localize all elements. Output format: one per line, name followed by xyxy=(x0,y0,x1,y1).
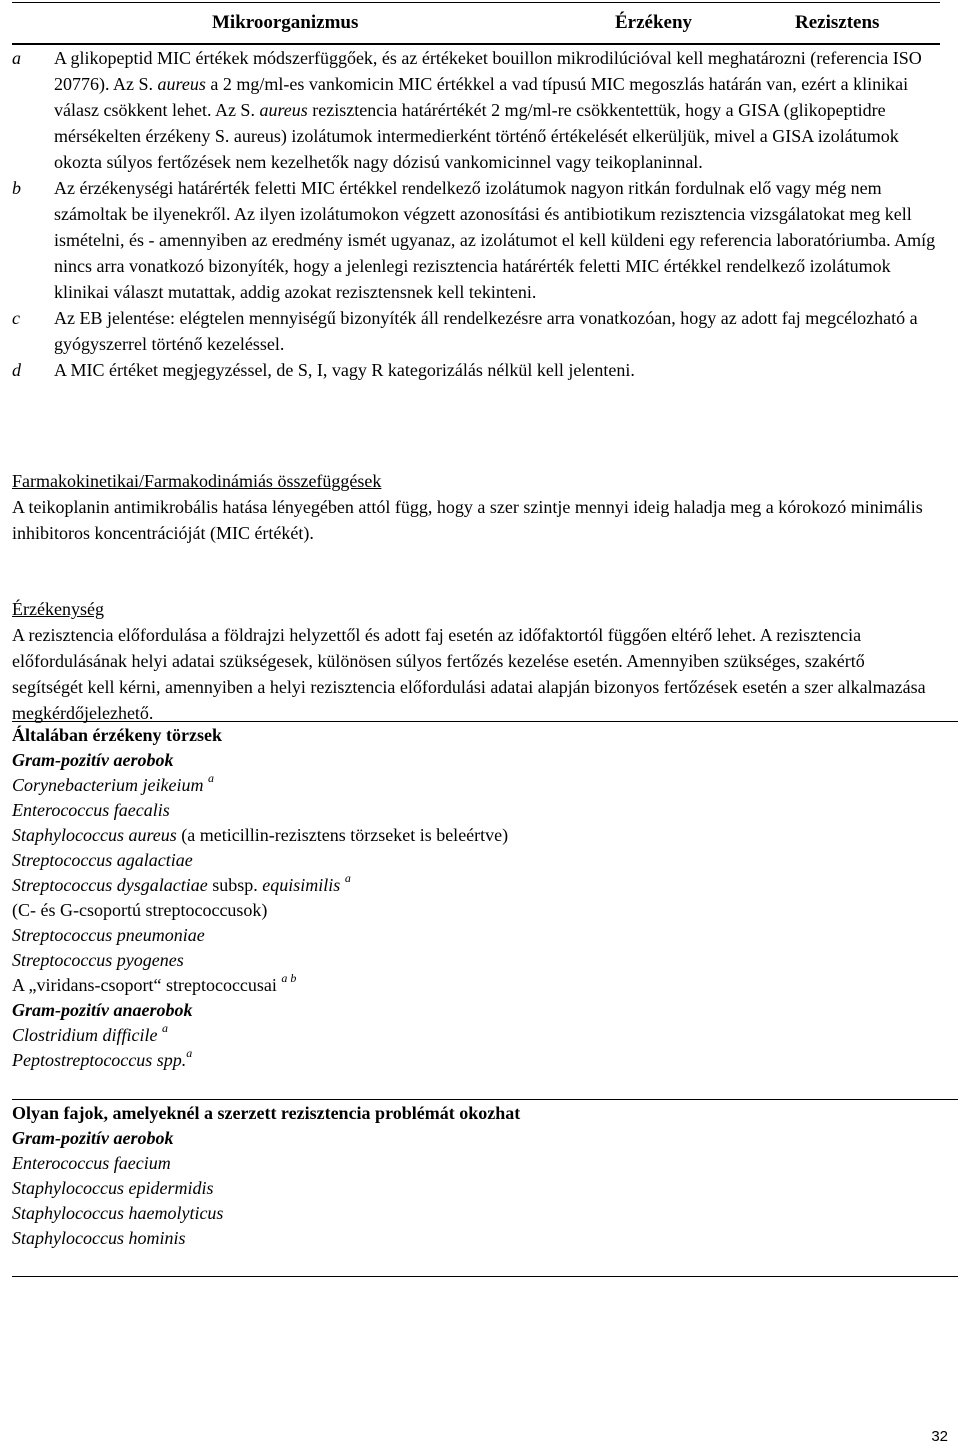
divider xyxy=(12,1099,958,1100)
footnote-a-italic2: aureus xyxy=(259,100,308,120)
species-note: (a meticillin-rezisztens törzseket is beleértve) xyxy=(176,825,509,845)
pkpd-title: Farmakokinetikai/Farmakodinámiás összefüggések xyxy=(12,471,382,491)
sensitivity-title: Érzékenység xyxy=(12,599,104,619)
resistance-list xyxy=(12,1101,940,1251)
footnote-b xyxy=(12,175,940,305)
footnote-ref: a xyxy=(207,771,214,785)
group-heading: Gram-pozitív anaerobok xyxy=(12,1000,193,1020)
list-item: Enterococcus faecium xyxy=(12,1153,171,1173)
species-name: Clostridium difficile xyxy=(12,1025,158,1045)
list-item: Streptococcus agalactiae xyxy=(12,850,193,870)
list-item xyxy=(12,873,940,898)
footnote-ref: a xyxy=(186,1046,193,1060)
list-item xyxy=(12,973,940,998)
footnote-a-italic1: aureus xyxy=(157,74,206,94)
footnote-c xyxy=(12,305,940,357)
group-heading: Gram-pozitív aerobok xyxy=(12,750,174,770)
footnotes xyxy=(12,45,940,383)
resistance-title: Olyan fajok, amelyeknél a szerzett rezisztencia problémát okozhat xyxy=(12,1103,521,1123)
divider xyxy=(12,721,958,722)
group-heading: Gram-pozitív aerobok xyxy=(12,1128,174,1148)
footnote-text: Az EB jelentése: elégtelen mennyiségű bizonyíték áll rendelkezésre arra vonatkozóan, hogy az adott faj megcélozható a gyógyszerrel történő kezeléssel. xyxy=(54,308,918,354)
footnote-ref: a xyxy=(162,1021,169,1035)
footnote-text: A MIC értéket megjegyzéssel, de S, I, vagy R kategorizálás nélkül kell jelenteni. xyxy=(54,360,635,380)
footnote-a-part2: a 2 mg/ml-es vankomicin MIC értékkel a vad típusú MIC megoszlás határán van, ezért a klinikai válasz csökkent lehet. Az S. xyxy=(54,74,909,120)
list-item xyxy=(12,1023,940,1048)
susceptible-title: Általában érzékeny törzsek xyxy=(12,725,222,745)
footnote-ref: a xyxy=(344,871,351,885)
subspecies-name: equisimilis xyxy=(262,875,341,895)
list-item xyxy=(12,823,940,848)
page-number: 32 xyxy=(931,1428,948,1445)
footnote-text: Az érzékenységi határérték feletti MIC értékkel rendelkező izolátumok nagyon ritkán fordulnak elő vagy még nem számoltak be ilyenekről. Az ilyen izolátumokon végzett azonosítási és antibiotikum rezisztencia vizsgálatokat meg kell ismételni, és - amennyiben az eredmény ismét ugyanaz, az izolátumot el kell küldeni egy referencia laboratóriumba. Amíg nincs arra vonatkozó bizonyíték, hogy a jelenlegi rezisztencia határérték feletti MIC értékkel rendelkező izolátumok klinikai választ mutattak, addig azokat rezisztensnek kell tekinteni. xyxy=(54,178,936,302)
footnote-letter: a xyxy=(12,48,21,68)
footnote-a-part1: A glikopeptid MIC értékek módszerfüggőek, és az értékeket bouillon mikrodilúcióval kell meghatározni (referencia ISO 20776). Az S. xyxy=(54,48,922,94)
list-item: (C- és G-csoportú streptococcusok) xyxy=(12,900,268,920)
header-resistant: Rezisztens xyxy=(795,12,880,33)
list-item: Staphylococcus haemolyticus xyxy=(12,1203,224,1223)
footnote-letter: b xyxy=(12,178,21,198)
list-item xyxy=(12,1048,940,1073)
footnote-letter: c xyxy=(12,308,20,328)
pkpd-section xyxy=(12,468,940,546)
species-name: Staphylococcus aureus xyxy=(12,825,177,845)
table-header xyxy=(12,2,940,45)
species-name: Peptostreptococcus spp. xyxy=(12,1050,187,1070)
pkpd-text: A teikoplanin antimikrobális hatása lényegében attól függ, hogy a szer szintje mennyi ideig haladja meg a kórokozó minimális inhibitoros koncentrációját (MIC értékét). xyxy=(12,497,923,543)
sensitivity-section xyxy=(12,596,940,726)
footnote-a xyxy=(12,45,940,175)
list-item: Staphylococcus hominis xyxy=(12,1228,186,1248)
list-item: Enterococcus faecalis xyxy=(12,800,170,820)
footnote-letter: d xyxy=(12,360,21,380)
species-note: subsp. xyxy=(207,875,263,895)
species-name: Corynebacterium jeikeium xyxy=(12,775,204,795)
header-microorganism: Mikroorganizmus xyxy=(212,12,359,33)
list-item xyxy=(12,773,940,798)
footnote-ref: a b xyxy=(281,971,297,985)
susceptible-list xyxy=(12,723,940,1073)
species-name: A „viridans-csoport“ streptococcusai xyxy=(12,975,277,995)
footnote-a-part3: rezisztencia határértékét 2 mg/ml-re csökkentettük, hogy a GISA (glikopeptidre mérsékelten érzékeny S. aureus) izolátumok intermedierként történő értékelését elkerüljük, mivel a GISA izolátumok okozta súlyos fertőzések nem kezelhetők nagy dózisú vankomicinnel vagy teikoplaninnal. xyxy=(54,100,899,172)
species-name: Streptococcus dysgalactiae xyxy=(12,875,208,895)
footnote-text xyxy=(54,45,940,175)
footnote-d xyxy=(12,357,940,383)
list-item: Staphylococcus epidermidis xyxy=(12,1178,214,1198)
sensitivity-text: A rezisztencia előfordulása a földrajzi helyzettől és adott faj esetén az időfaktortól függően eltérő lehet. A rezisztencia előfordulásának helyi adatai szükségesek, különösen súlyos fertőzés kezelése esetén. Amennyiben szükséges, szakértő segítségét kell kérni, amennyiben a helyi rezisztencia előfordulási adatai alapján bizonyos fertőzések esetén a szer alkalmazása megkérdőjelezhető. xyxy=(12,625,926,723)
divider xyxy=(12,1276,958,1277)
list-item: Streptococcus pneumoniae xyxy=(12,925,205,945)
list-item: Streptococcus pyogenes xyxy=(12,950,184,970)
header-susceptible: Érzékeny xyxy=(615,12,693,33)
